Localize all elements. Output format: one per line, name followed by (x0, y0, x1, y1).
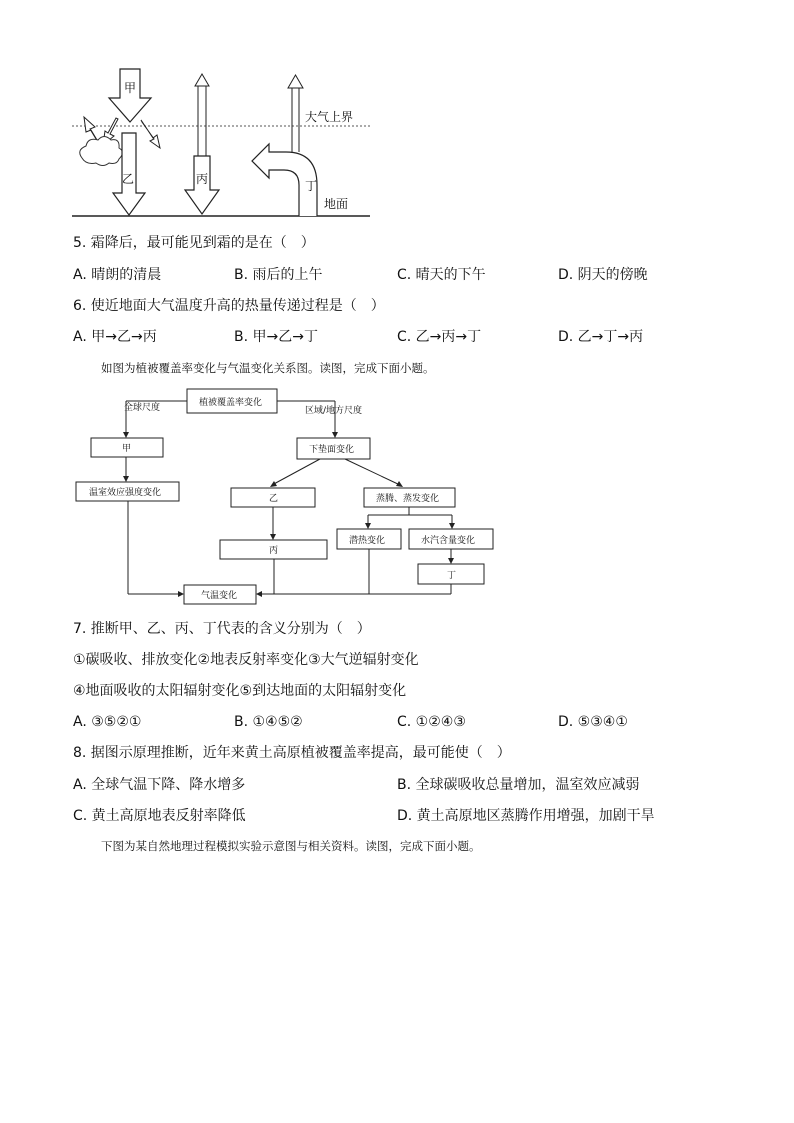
q8-option-a: A. 全球气温下降、降水增多 (73, 777, 246, 793)
q6-stem: 6. 使近地面大气温度升高的热量传递过程是（ ） (73, 298, 385, 314)
q8-option-c: C. 黄土高原地表反射率降低 (73, 808, 246, 824)
label-ding: 丁 (305, 179, 318, 193)
text-bing: 丙 (269, 546, 279, 556)
text-regional: 区域/地方尺度 (305, 406, 363, 416)
intro-vegetation: 如图为植被覆盖率变化与气温变化关系图。读图，完成下面小题。 (101, 361, 435, 375)
text-yi: 乙 (269, 494, 279, 504)
intro-experiment: 下图为某自然地理过程模拟实验示意图与相关资料。读图，完成下面小题。 (101, 839, 481, 853)
q6-option-d: D. 乙→丁→丙 (558, 329, 644, 345)
q7-option-a: A. ③⑤②① (73, 714, 142, 730)
q7-option-d: D. ⑤③④① (558, 714, 628, 730)
text-vegetation: 植被覆盖率变化 (199, 398, 263, 408)
text-underlying: 下垫面变化 (309, 445, 355, 455)
q8-option-b: B. 全球碳吸收总量增加，温室效应减弱 (397, 777, 640, 793)
q7-statement-1: ①碳吸收、排放变化②地表反射率变化③大气逆辐射变化 (73, 652, 419, 668)
q8-stem: 8. 据图示原理推断，近年来黄土高原植被覆盖率提高，最可能使（ ） (73, 745, 511, 761)
q5-option-a: A. 晴朗的清晨 (73, 267, 162, 283)
label-yi: 乙 (122, 172, 135, 186)
label-ground: 地面 (324, 197, 349, 211)
q5-option-b: B. 雨后的上午 (234, 267, 323, 283)
q6-option-a: A. 甲→乙→丙 (73, 329, 157, 345)
text-ding: 丁 (447, 571, 457, 581)
text-evaporation: 蒸腾、蒸发变化 (376, 494, 440, 504)
text-jia: 甲 (122, 444, 132, 454)
q7-stem: 7. 推断甲、乙、丙、丁代表的含义分别为（ ） (73, 621, 371, 637)
label-upper-atmosphere: 大气上界 (305, 110, 354, 124)
text-global: 全球尺度 (124, 403, 161, 413)
q5-option-c: C. 晴天的下午 (397, 267, 486, 283)
q8-option-d: D. 黄土高原地区蒸腾作用增强，加剧干旱 (397, 808, 655, 824)
text-temperature: 气温变化 (201, 591, 238, 601)
q5-option-d: D. 阴天的傍晚 (558, 267, 648, 283)
text-vapor: 水汽含量变化 (421, 536, 476, 546)
q5-stem: 5. 霜降后，最可能见到霜的是在（ ） (73, 235, 315, 251)
text-latent: 潜热变化 (349, 536, 386, 546)
q6-option-c: C. 乙→丙→丁 (397, 329, 482, 345)
label-jia: 甲 (124, 81, 137, 95)
text-greenhouse: 温室效应强度变化 (89, 488, 162, 498)
q6-option-b: B. 甲→乙→丁 (234, 329, 318, 345)
label-bing: 丙 (196, 172, 209, 186)
q7-option-c: C. ①②④③ (397, 714, 466, 730)
q7-option-b: B. ①④⑤② (234, 714, 303, 730)
q7-statement-2: ④地面吸收的太阳辐射变化⑤到达地面的太阳辐射变化 (73, 683, 407, 699)
